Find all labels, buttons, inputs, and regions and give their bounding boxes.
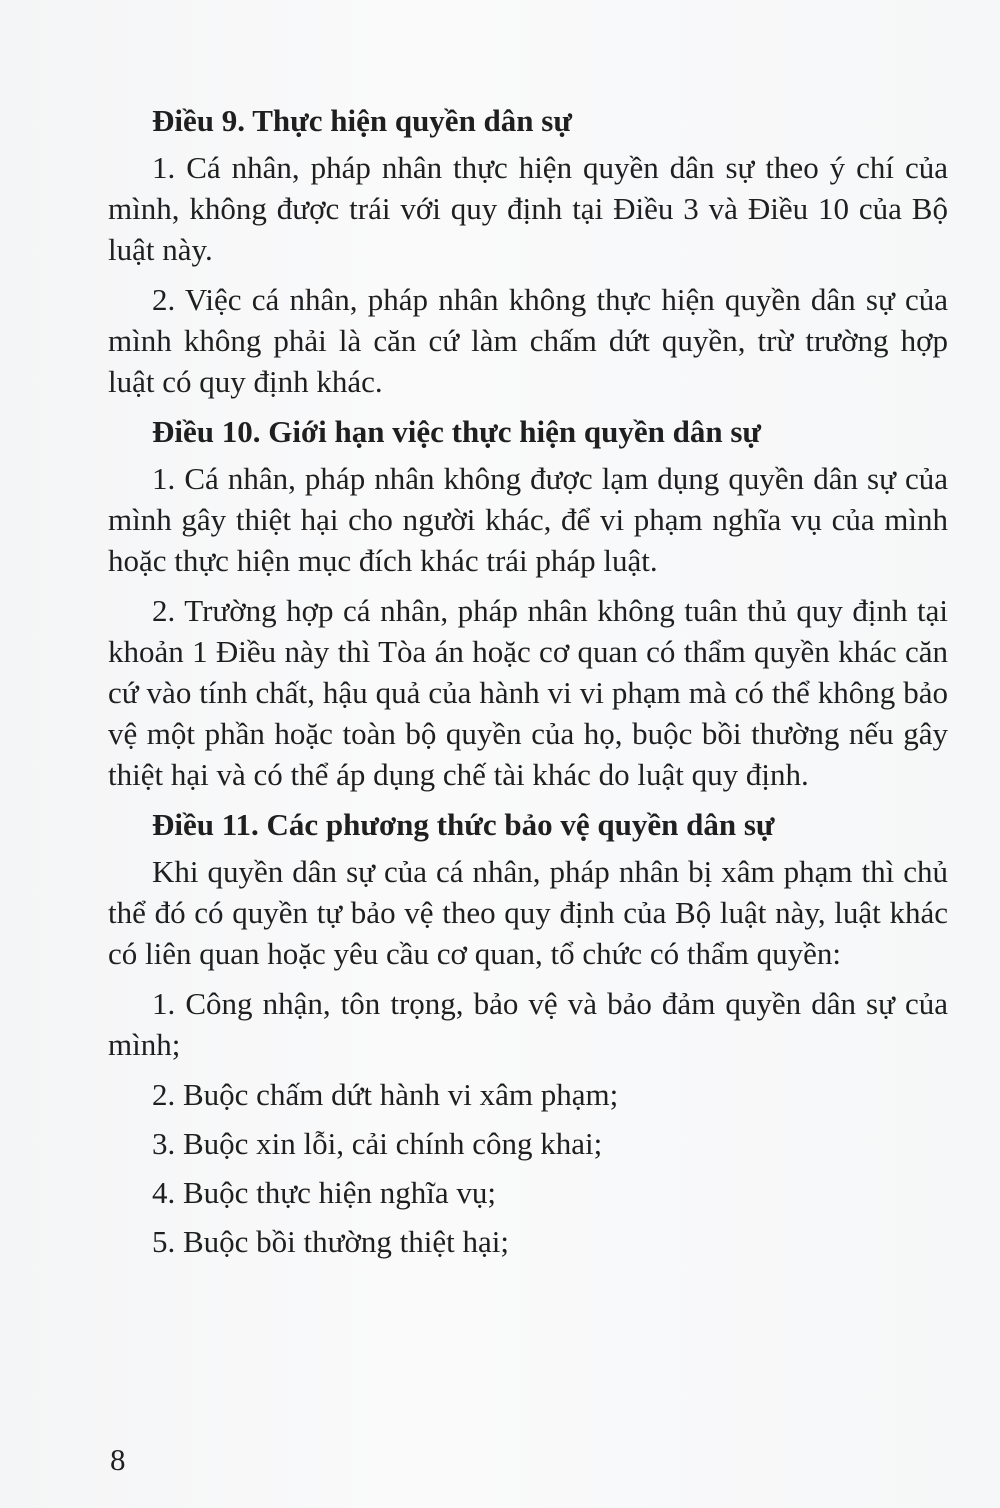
article-9-heading: Điều 9. Thực hiện quyền dân sự <box>152 103 572 138</box>
article-10-heading: Điều 10. Giới hạn việc thực hiện quyền dân sự <box>152 414 762 449</box>
article-11-item-3: 3. Buộc xin lỗi, cải chính công khai; <box>152 1126 603 1161</box>
article-11-heading: Điều 11. Các phương thức bảo vệ quyền dân sự <box>152 807 775 842</box>
page-content <box>108 100 948 1270</box>
article-11-item-4: 4. Buộc thực hiện nghĩa vụ; <box>152 1175 496 1210</box>
article-11-item-2: 2. Buộc chấm dứt hành vi xâm phạm; <box>152 1077 619 1112</box>
article-11-item-5: 5. Buộc bồi thường thiệt hại; <box>152 1224 509 1259</box>
article-9-clause-2: 2. Việc cá nhân, pháp nhân không thực hiện quyền dân sự của mình không phải là căn cứ làm chấm dứt quyền, trừ trường hợp luật có quy định khác. <box>108 282 948 399</box>
article-11-intro: Khi quyền dân sự của cá nhân, pháp nhân bị xâm phạm thì chủ thể đó có quyền tự bảo vệ theo quy định của Bộ luật này, luật khác có liên quan hoặc yêu cầu cơ quan, tổ chức có thẩm quyền: <box>108 854 948 971</box>
article-11-item-1: 1. Công nhận, tôn trọng, bảo vệ và bảo đảm quyền dân sự của mình; <box>108 986 948 1062</box>
page-number: 8 <box>110 1442 126 1477</box>
article-10-clause-2: 2. Trường hợp cá nhân, pháp nhân không tuân thủ quy định tại khoản 1 Điều này thì Tòa án hoặc cơ quan có thẩm quyền khác căn cứ vào tính chất, hậu quả của hành vi vi phạm mà có thể không bảo vệ một phần hoặc toàn bộ quyền của họ, buộc bồi thường nếu gây thiệt hại và có thể áp dụng chế tài khác do luật quy định. <box>108 593 948 792</box>
article-10-clause-1: 1. Cá nhân, pháp nhân không được lạm dụng quyền dân sự của mình gây thiệt hại cho người khác, để vi phạm nghĩa vụ của mình hoặc thực hiện mục đích khác trái pháp luật. <box>108 461 948 578</box>
article-9-clause-1: 1. Cá nhân, pháp nhân thực hiện quyền dân sự theo ý chí của mình, không được trái với quy định tại Điều 3 và Điều 10 của Bộ luật này. <box>108 150 948 267</box>
